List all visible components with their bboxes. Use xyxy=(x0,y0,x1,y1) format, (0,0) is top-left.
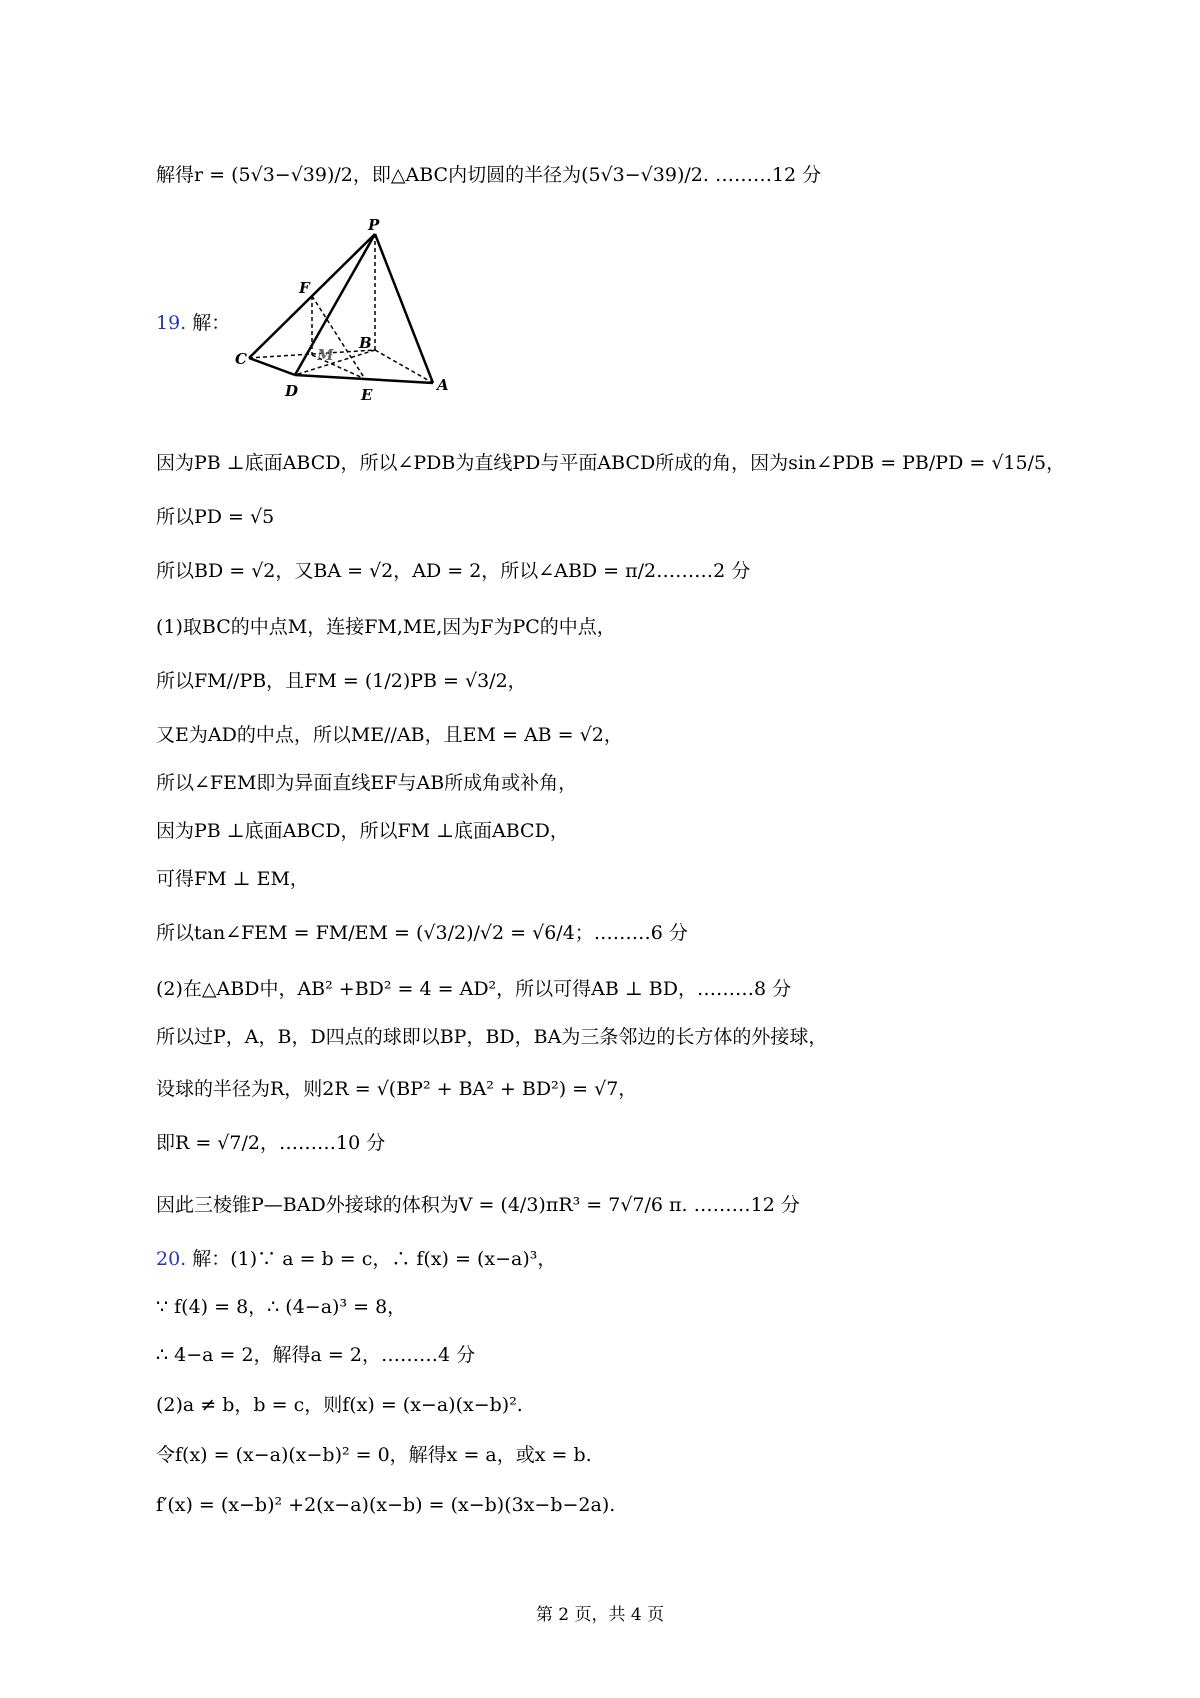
solution-line-4 xyxy=(156,502,274,532)
line-text: 因为PB ⊥底面ABCD，所以∠PDB为直线PD与平面ABCD所成的角，因为sin∠PDB = PB/PD = √15/5， xyxy=(156,452,1066,474)
solution-line-19 xyxy=(156,1292,406,1322)
solution-line-9 xyxy=(156,768,577,798)
label-F: F xyxy=(299,279,310,297)
line-text: (2)在△ABD中，AB² +BD² = 4 = AD²，所以可得AB ⊥ BD，………8 分 xyxy=(156,978,792,1000)
solution-line-23 xyxy=(156,1490,615,1520)
line-text: 可得FM ⊥ EM， xyxy=(156,868,309,890)
problem-number-19: 19. xyxy=(156,312,187,334)
line-text: f′(x) = (x−b)² +2(x−a)(x−b) = (x−b)(3x−b−2a). xyxy=(156,1494,616,1516)
solution-line-13 xyxy=(156,974,791,1004)
edge-BA xyxy=(375,350,433,383)
line-text: (1)取BC的中点M，连接FM,ME,因为F为PC的中点， xyxy=(156,616,616,638)
line-text: 所以tan∠FEM = FM/EM = (√3/2)/√2 = √6/4；………6 分 xyxy=(156,922,688,944)
solution-line-21 xyxy=(156,1390,523,1420)
page-footer: 第 2 页，共 4 页 xyxy=(535,1605,665,1625)
pyramid-figure xyxy=(235,218,475,408)
solution-line-16 xyxy=(156,1128,385,1158)
solution-line-8 xyxy=(156,720,623,750)
line-text: 所以BD = √2，又BA = √2，AD = 2，所以∠ABD = π/2………2 分 xyxy=(156,560,751,582)
solution-line-17 xyxy=(156,1190,800,1220)
label-M: M xyxy=(317,346,334,364)
line-text: 所以PD = √5 xyxy=(156,506,275,528)
line-text: 所以FM//PB，且FM = (1/2)PB = √3/2， xyxy=(156,670,527,692)
solution-line-22 xyxy=(156,1440,592,1470)
solution-line-3 xyxy=(156,448,1065,478)
label-A: A xyxy=(437,376,449,394)
problem-number-20: 20. xyxy=(156,1248,187,1270)
solution-line-5 xyxy=(156,556,750,586)
problem-20-header xyxy=(156,1244,556,1274)
problem-19-header xyxy=(156,308,230,338)
edge-CD xyxy=(249,358,295,375)
line-text: (2)a ≠ b，b = c，则f(x) = (x−a)(x−b)². xyxy=(156,1394,523,1416)
line-text: 即R = √7/2，………10 分 xyxy=(156,1132,386,1154)
solution-line-10 xyxy=(156,816,569,846)
line-text: 解得r = (5√3−√39)/2，即△ABC内切圆的半径为(5√3−√39)/2. ………12 分 xyxy=(156,164,822,186)
solution-line-15 xyxy=(156,1074,637,1104)
solution-line-14 xyxy=(156,1022,827,1052)
solution-line-20 xyxy=(156,1340,475,1370)
solution-line-12 xyxy=(156,918,688,948)
line-text: 令f(x) = (x−a)(x−b)² = 0，解得x = a，或x = b. xyxy=(156,1444,592,1466)
line-text: ∴ 4−a = 2，解得a = 2，………4 分 xyxy=(156,1344,476,1366)
line-text: 设球的半径为R，则2R = √(BP² + BA² + BD²) = √7， xyxy=(156,1078,638,1100)
line-text: 所以∠FEM即为异面直线EF与AB所成角或补角， xyxy=(156,772,578,794)
label-D: D xyxy=(285,382,299,400)
solution-line-6 xyxy=(156,612,616,642)
line-text: 又E为AD的中点，所以ME//AB，且EM = AB = √2， xyxy=(156,724,623,746)
label-E: E xyxy=(361,386,373,404)
line-text: 因此三棱锥P—BAD外接球的体积为V = (4/3)πR³ = 7√7/6 π. ………12 分 xyxy=(156,1194,800,1216)
line-text: 解：(1)∵ a = b = c，∴ f(x) = (x−a)³， xyxy=(192,1248,557,1270)
problem-19-label: 解： xyxy=(192,312,231,334)
line-text: 因为PB ⊥底面ABCD，所以FM ⊥底面ABCD， xyxy=(156,820,569,842)
solution-line-1 xyxy=(156,160,821,190)
solution-line-7 xyxy=(156,666,527,696)
line-text: ∵ f(4) = 8，∴ (4−a)³ = 8， xyxy=(156,1296,407,1318)
label-P: P xyxy=(368,218,380,234)
label-C: C xyxy=(235,350,247,368)
label-B: B xyxy=(359,334,372,352)
line-text: 所以过P，A，B，D四点的球即以BP，BD，BA为三条邻边的长方体的外接球， xyxy=(156,1026,828,1048)
solution-line-11 xyxy=(156,864,309,894)
edge-PA xyxy=(375,234,433,383)
